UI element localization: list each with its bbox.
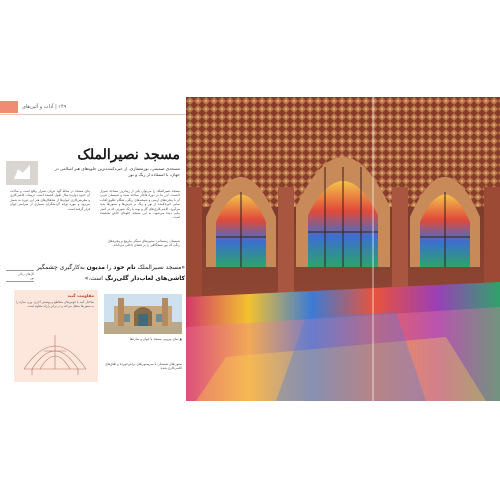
quote-bold-1: نام خود: [113, 264, 136, 271]
left-page: [0, 97, 186, 401]
running-head-title: آداب و آئین‌های: [22, 104, 54, 110]
page-number-tab: [0, 101, 18, 113]
book-spread: [0, 97, 500, 401]
dome-diagram: [18, 329, 92, 377]
running-head: ۱۴۹ | آداب و آئین‌های: [22, 104, 67, 110]
quote-bold-2: مدیون: [86, 264, 105, 271]
info-box-text: ساختار گنبد با قوس‌های متقاطع و پوشش آجری، وزن سازه را به ستون‌ها منتقل می‌کند و در برابر زلزله مقاوم است.: [16, 300, 94, 308]
header-rule: [0, 114, 186, 115]
quote-end: است.: [88, 275, 103, 282]
pull-quote: «مسجد نصیرالملک نام خود را مدیون به‌کارگیری چشمگیر کاشی‌های لعاب‌دار گلی‌رنگ است.»: [36, 264, 185, 282]
caption-right: شبستان زمستانی: ستون‌های سنگی مارپیچ و پنجره‌های رنگی که نور صبحگاهی را بر فضای داخلی می‌تاباند.: [107, 239, 180, 248]
exterior-caption: ▲ نمای بیرونی مسجد با ایوان و مناره‌ها: [129, 337, 182, 341]
page-number: ۱۴۹: [58, 104, 67, 110]
side-label-1: گل‌های رنگی: [18, 272, 34, 276]
columns-caption: ستون‌های شبستان با سرستون‌های تراش‌خورده و طاق‌های کاشی‌کاری شده: [105, 362, 182, 371]
prayer-hall-photo: [186, 97, 500, 401]
quote-lead: مسجد نصیرالملک: [137, 264, 182, 271]
body-column-right: مسجد نصیرالملک را می‌توان یکی از زیباترین مساجد شیراز دانست. این بنا در دورهٔ قاجار ساخته شده و شبستان غربی آن با پنجره‌های ارسی و شیشه‌های رنگی، هنگام طلوع آفتاب نمایی خیره‌کننده از نور و رنگ بر فرش‌ها و ستون‌ها پدید می‌آورد. کاشی‌کاری‌های گل و بوته با رنگ صورتی که در کمتر بنایی دیده می‌شود، به این مسجد جلوه‌ای خاص بخشیده است.: [100, 189, 180, 220]
mosque-exterior-illustration: [104, 294, 182, 334]
quote-tail: به‌کارگیری چشمگیر: [36, 264, 85, 271]
quote-bold-3: کاشی‌های لعاب‌دار گلی‌رنگ: [104, 275, 185, 282]
page-subtitle: مسجدی صمیمی، نورمعماری، از خیره‌کننده‌ترین جلوه‌های هنر اسلامی در جهان، با استفاده از رنگ و نور: [54, 166, 180, 177]
prayer-hall-illustration: [186, 97, 500, 401]
side-label-2: نور: [30, 276, 34, 280]
mosque-exterior-photo: [104, 294, 182, 334]
body-column-left: بنای مسجد در محلهٔ گود عربان شیراز واقع است و ساخت آن حدود دوازده سال طول کشیده است. تزیینات کاشی‌کاری و مقرنس‌کاری ایوان‌ها از شاهکارهای هنر این دوره به شمار می‌رود و مورد توجه گردشگران بسیاری از سراسر جهان قرار گرفته است.: [10, 189, 90, 211]
side-labels: [6, 270, 34, 282]
info-box-title: مقاومت گنبد: [67, 293, 94, 298]
quote-mid: را: [106, 264, 112, 271]
page-gutter: [372, 97, 374, 401]
page-title: مسجد نصیرالملک: [77, 147, 180, 163]
